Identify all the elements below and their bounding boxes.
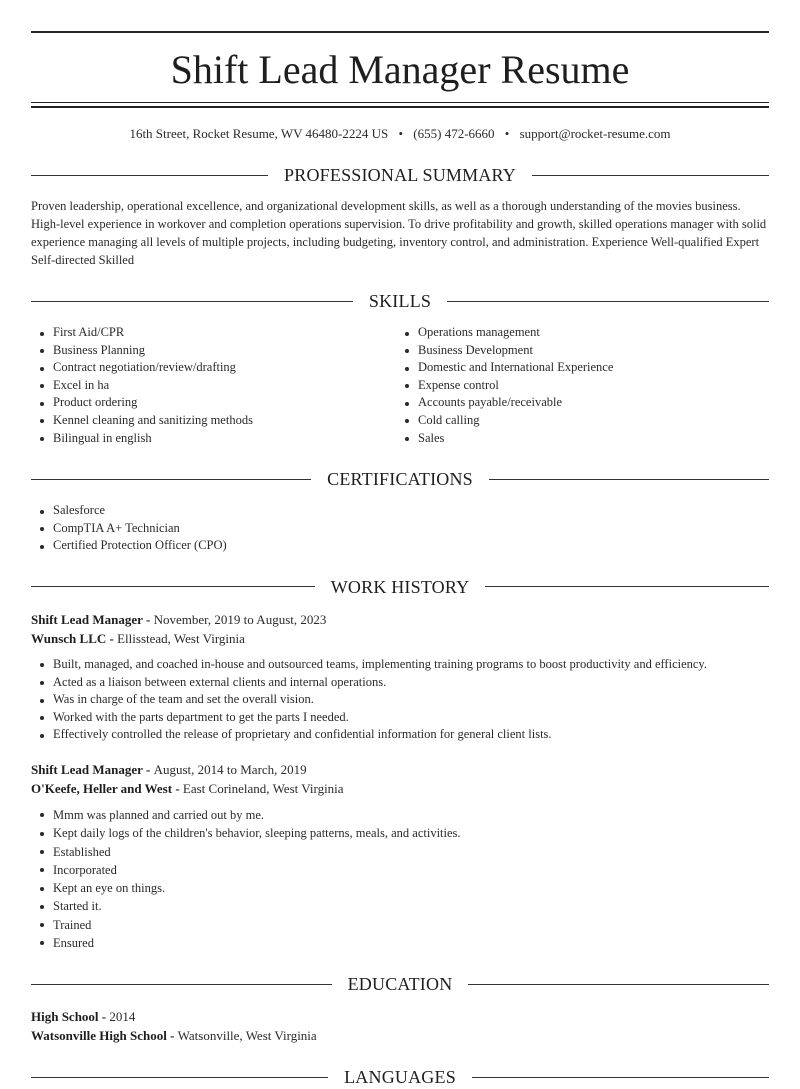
company-name: O'Keefe, Heller and West — [31, 780, 173, 796]
job-bullet: Kept daily logs of the children's behavior, sleeping patterns, meals, and activities. — [39, 824, 769, 842]
certification-item: Certified Protection Officer (CPO) — [39, 537, 769, 555]
job-company-line — [31, 779, 769, 798]
job-bullet: Effectively controlled the release of proprietary and confidential information for general client lists. — [39, 726, 769, 744]
graduation-year: 2014 — [109, 1009, 136, 1025]
job-bullet: Kept an eye on things. — [39, 879, 769, 897]
certifications-list — [31, 502, 769, 555]
job-bullet: Was in charge of the team and set the overall vision. — [39, 691, 769, 709]
divider-line — [31, 1077, 328, 1078]
skill-item: Sales — [404, 430, 769, 448]
job-dates: August, 2014 to March, 2019 — [153, 761, 307, 777]
job-bullet: Started it. — [39, 897, 769, 915]
skill-item: Excel in ha — [39, 377, 400, 395]
school-name: Watsonville High School — [31, 1028, 167, 1044]
skills-grid — [31, 324, 769, 447]
skill-item: Cold calling — [404, 412, 769, 430]
school-location: Watsonville, West Virginia — [177, 1028, 317, 1044]
skill-item: Operations management — [404, 324, 769, 342]
skill-item: Kennel cleaning and sanitizing methods — [39, 412, 400, 430]
divider-line — [485, 586, 769, 587]
divider-line — [31, 479, 311, 480]
job-bullet: Built, managed, and coached in-house and outsourced teams, implementing training programs to boost productivity and efficiency. — [39, 656, 769, 674]
education-entry — [31, 1007, 769, 1045]
divider-line — [31, 586, 315, 587]
dash: - — [142, 761, 154, 777]
dash: - — [166, 1028, 178, 1044]
section-title: SKILLS — [368, 291, 432, 311]
job-bullets — [31, 806, 769, 952]
skill-item: Product ordering — [39, 394, 400, 412]
job-title: Shift Lead Manager — [31, 761, 143, 777]
certification-item: Salesforce — [39, 502, 769, 520]
top-rule — [31, 31, 769, 33]
job-title-line — [31, 610, 769, 629]
divider-line — [489, 479, 769, 480]
job-bullet: Established — [39, 843, 769, 861]
resume-title: Shift Lead Manager Resume — [170, 47, 630, 92]
section-title: CERTIFICATIONS — [327, 469, 473, 490]
section-heading-certifications — [31, 467, 769, 491]
section-heading-languages — [31, 1065, 769, 1089]
dash: - — [142, 611, 154, 627]
skill-item: Business Planning — [39, 342, 400, 360]
skill-item: Accounts payable/receivable — [404, 394, 769, 412]
section-heading-skills — [31, 289, 769, 313]
section-title: WORK HISTORY — [330, 576, 470, 597]
job-bullet: Trained — [39, 916, 769, 934]
section-title: PROFESSIONAL SUMMARY — [284, 165, 516, 185]
job-title-line — [31, 760, 769, 779]
skills-column-right — [400, 324, 769, 447]
job-bullet: Mmm was planned and carried out by me. — [39, 806, 769, 824]
job-bullet: Acted as a liaison between external clients and internal operations. — [39, 674, 769, 692]
divider-line — [447, 301, 769, 302]
skill-item: Bilingual in english — [39, 430, 400, 448]
job-company-line — [31, 629, 769, 648]
section-heading-summary — [31, 163, 769, 187]
section-heading-work-history — [31, 575, 769, 599]
company-location: Ellisstead, West Virginia — [117, 630, 245, 646]
degree: High School — [31, 1009, 99, 1025]
section-heading-education — [31, 972, 769, 996]
certification-item: CompTIA A+ Technician — [39, 520, 769, 538]
dash: - — [106, 630, 118, 646]
job-bullet: Ensured — [39, 934, 769, 952]
resume-page — [0, 31, 800, 1089]
skill-item: Business Development — [404, 342, 769, 360]
job-entry — [31, 760, 769, 952]
skill-item: First Aid/CPR — [39, 324, 400, 342]
divider-line — [31, 301, 353, 302]
skill-item: Contract negotiation/review/drafting — [39, 359, 400, 377]
divider-line — [31, 175, 268, 176]
dash: - — [172, 780, 183, 796]
degree-line — [31, 1007, 769, 1026]
divider-line — [468, 984, 769, 985]
title-double-rule — [31, 102, 769, 108]
bullet-separator: • — [398, 126, 404, 141]
job-bullet: Incorporated — [39, 861, 769, 879]
contact-line — [31, 125, 769, 143]
company-name: Wunsch LLC — [31, 630, 107, 646]
skills-column-left — [31, 324, 400, 447]
bullet-separator: • — [504, 126, 510, 141]
job-title: Shift Lead Manager — [31, 611, 143, 627]
section-title: EDUCATION — [347, 974, 453, 995]
divider-line — [31, 984, 332, 985]
summary-text: Proven leadership, operational excellence, and organizational development skills, as well as a thorough understanding of the movies business. High-level experience in workover and completion operations supervision. To drive profitability and growth, skilled operations manager with solid experience managing all levels of multiple projects, including budgeting, inventory control, and administration. Experience Well-qualified Expert Self-directed Skilled — [31, 199, 767, 267]
section-title: LANGUAGES — [344, 1067, 456, 1088]
job-entry — [31, 610, 769, 744]
contact-phone: (655) 472-6660 — [413, 126, 495, 141]
divider-line — [472, 1077, 769, 1078]
job-bullets — [31, 656, 769, 744]
dash: - — [98, 1009, 110, 1025]
job-bullet: Worked with the parts department to get the parts I needed. — [39, 709, 769, 727]
job-dates: November, 2019 to August, 2023 — [153, 611, 327, 627]
contact-email[interactable]: support@rocket-resume.com — [519, 126, 671, 141]
skill-item: Domestic and International Experience — [404, 359, 769, 377]
divider-line — [532, 175, 769, 176]
contact-address: 16th Street, Rocket Resume, WV 46480-2224 US — [129, 126, 389, 141]
company-location: East Corineland, West Virginia — [182, 780, 344, 796]
school-line — [31, 1026, 769, 1045]
skill-item: Expense control — [404, 377, 769, 395]
